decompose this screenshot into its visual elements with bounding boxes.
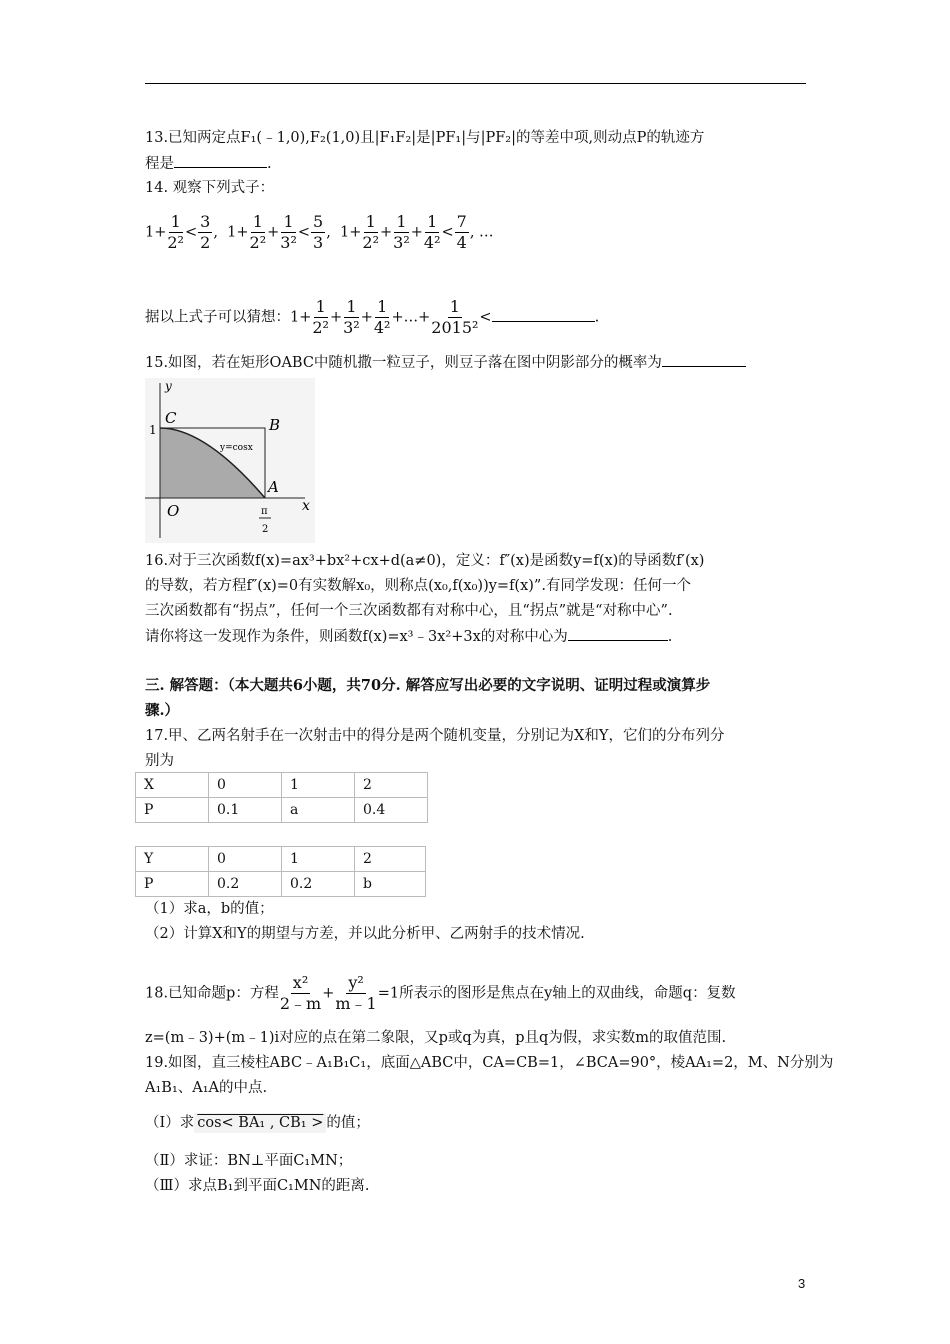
q16-line1: 16.对于三次函数f(x)=ax³+bx²+cx+d(a≠0)，定义：f″(x)是函数y=f(x)的导函数f′(x) [145,553,705,569]
svg-text:y=cosx: y=cosx [220,443,253,453]
table-row: P 0.2 0.2 b [136,872,426,897]
answer-blank [492,307,595,322]
answer-blank [568,626,668,641]
cos-vector-expression: cos< BA₁ , CB₁ > [194,1113,326,1133]
table-row: Y 0 1 2 [136,847,426,872]
table-row: X 0 1 2 [136,773,428,798]
q14-title: 14. 观察下列式子： [145,180,275,196]
q16-line4: 请你将这一发现作为条件，则函数f(x)=x³﹣3x²+3x的对称中心为 . [145,626,672,647]
table-x-distribution [135,772,428,823]
q14-expressions: 1+ $\frac{1}{\text{2²}}$ < $\frac{3}{2}$ , 1+ $\frac{1}{\text{2²}}$ + $\frac{1}{\text{3²}}$ < $\frac{5}{3}$ , 1+ $\frac{1}{\text{2²}}$ + $\frac{1}{\text{3²}}$ + $\frac{1}{\text{4²}}$ < $\frac{7}{4}$ , … [145,212,494,252]
q19-line2: A₁B₁、A₁A的中点. [145,1080,268,1096]
table-y-distribution [135,846,426,897]
q17-line1: 17.甲、乙两名射手在一次射击中的得分是两个随机变量，分别记为X和Y，它们的分布列分 [145,728,725,744]
q13-line2: 程是 . [145,153,272,174]
section3-heading: 三. 解答题：（本大题共6小题，共70分. 解答应写出必要的文字说明、证明过程或演算步 [145,677,711,694]
svg-text:2: 2 [262,524,269,535]
section3-heading-cont: 骤.） [145,702,180,719]
q17-line2: 别为 [145,753,174,769]
svg-text:1: 1 [149,423,157,437]
q19-part2: （Ⅱ）求证：BN⊥平面C₁MN； [145,1153,353,1169]
q16-line3: 三次函数都有“拐点”，任何一个三次函数都有对称中心，且“拐点”就是“对称中心”. [145,603,673,619]
svg-text:B: B [269,416,281,434]
table-row: P 0.1 a 0.4 [136,798,428,823]
svg-text:O: O [167,502,180,520]
q18-line2: z=(m﹣3)+(m﹣1)i对应的点在第二象限，又p或q为真，p且q为假，求实数m的取值范围. [145,1030,727,1046]
q17-part2: （2）计算X和Y的期望与方差，并以此分析甲、乙两射手的技术情况. [145,926,585,942]
header-rule [145,83,806,84]
q19-part1: （Ⅰ）求 cos< BA₁ , CB₁ > 的值； [145,1115,370,1131]
q17-part1: （1）求a，b的值； [145,901,274,917]
svg-text:C: C [165,409,177,427]
answer-blank [662,352,746,367]
q16-line2: 的导数，若方程f″(x)=0有实数解x₀，则称点(x₀,f(x₀))y=f(x)”.有同学发现：任何一个 [145,578,691,594]
q15-figure [145,378,315,543]
q14-guess: 据以上式子可以猜想：1+ $\frac{1}{\text{2²}}$ + $\frac{1}{\text{3²}}$ + $\frac{1}{\text{4²}}$ +…+ $\frac{1}{\text{2015²}}$ < . [145,297,600,337]
svg-text:A: A [268,478,279,496]
answer-blank [174,153,267,168]
q19-line1: 19.如图，直三棱柱ABC﹣A₁B₁C₁，底面△ABC中，CA=CB=1，∠BCA=90°，棱AA₁=2，M、N分别为 [145,1055,834,1071]
q19-part3: （Ⅲ）求点B₁到平面C₁MN的距离. [145,1178,370,1194]
page-number: 3 [798,1276,806,1291]
q18-line1: 18.已知命题p：方程 $\frac{\text{x²}}{2﹣m}$ + $\frac{\text{y²}}{m﹣1}$ =1所表示的图形是焦点在y轴上的双曲线，命题q：复数 [145,973,736,1013]
svg-text:π: π [261,506,268,517]
svg-text:x: x [302,498,310,514]
q15-text: 15.如图，若在矩形OABC中随机撒一粒豆子，则豆子落在图中阴影部分的概率为 [145,352,746,373]
q13-line1: 13.已知两定点F₁(﹣1,0),F₂(1,0)且|F₁F₂|是|PF₁|与|PF₂|的等差中项,则动点P的轨迹方 [145,130,705,146]
svg-text:y: y [165,379,172,393]
